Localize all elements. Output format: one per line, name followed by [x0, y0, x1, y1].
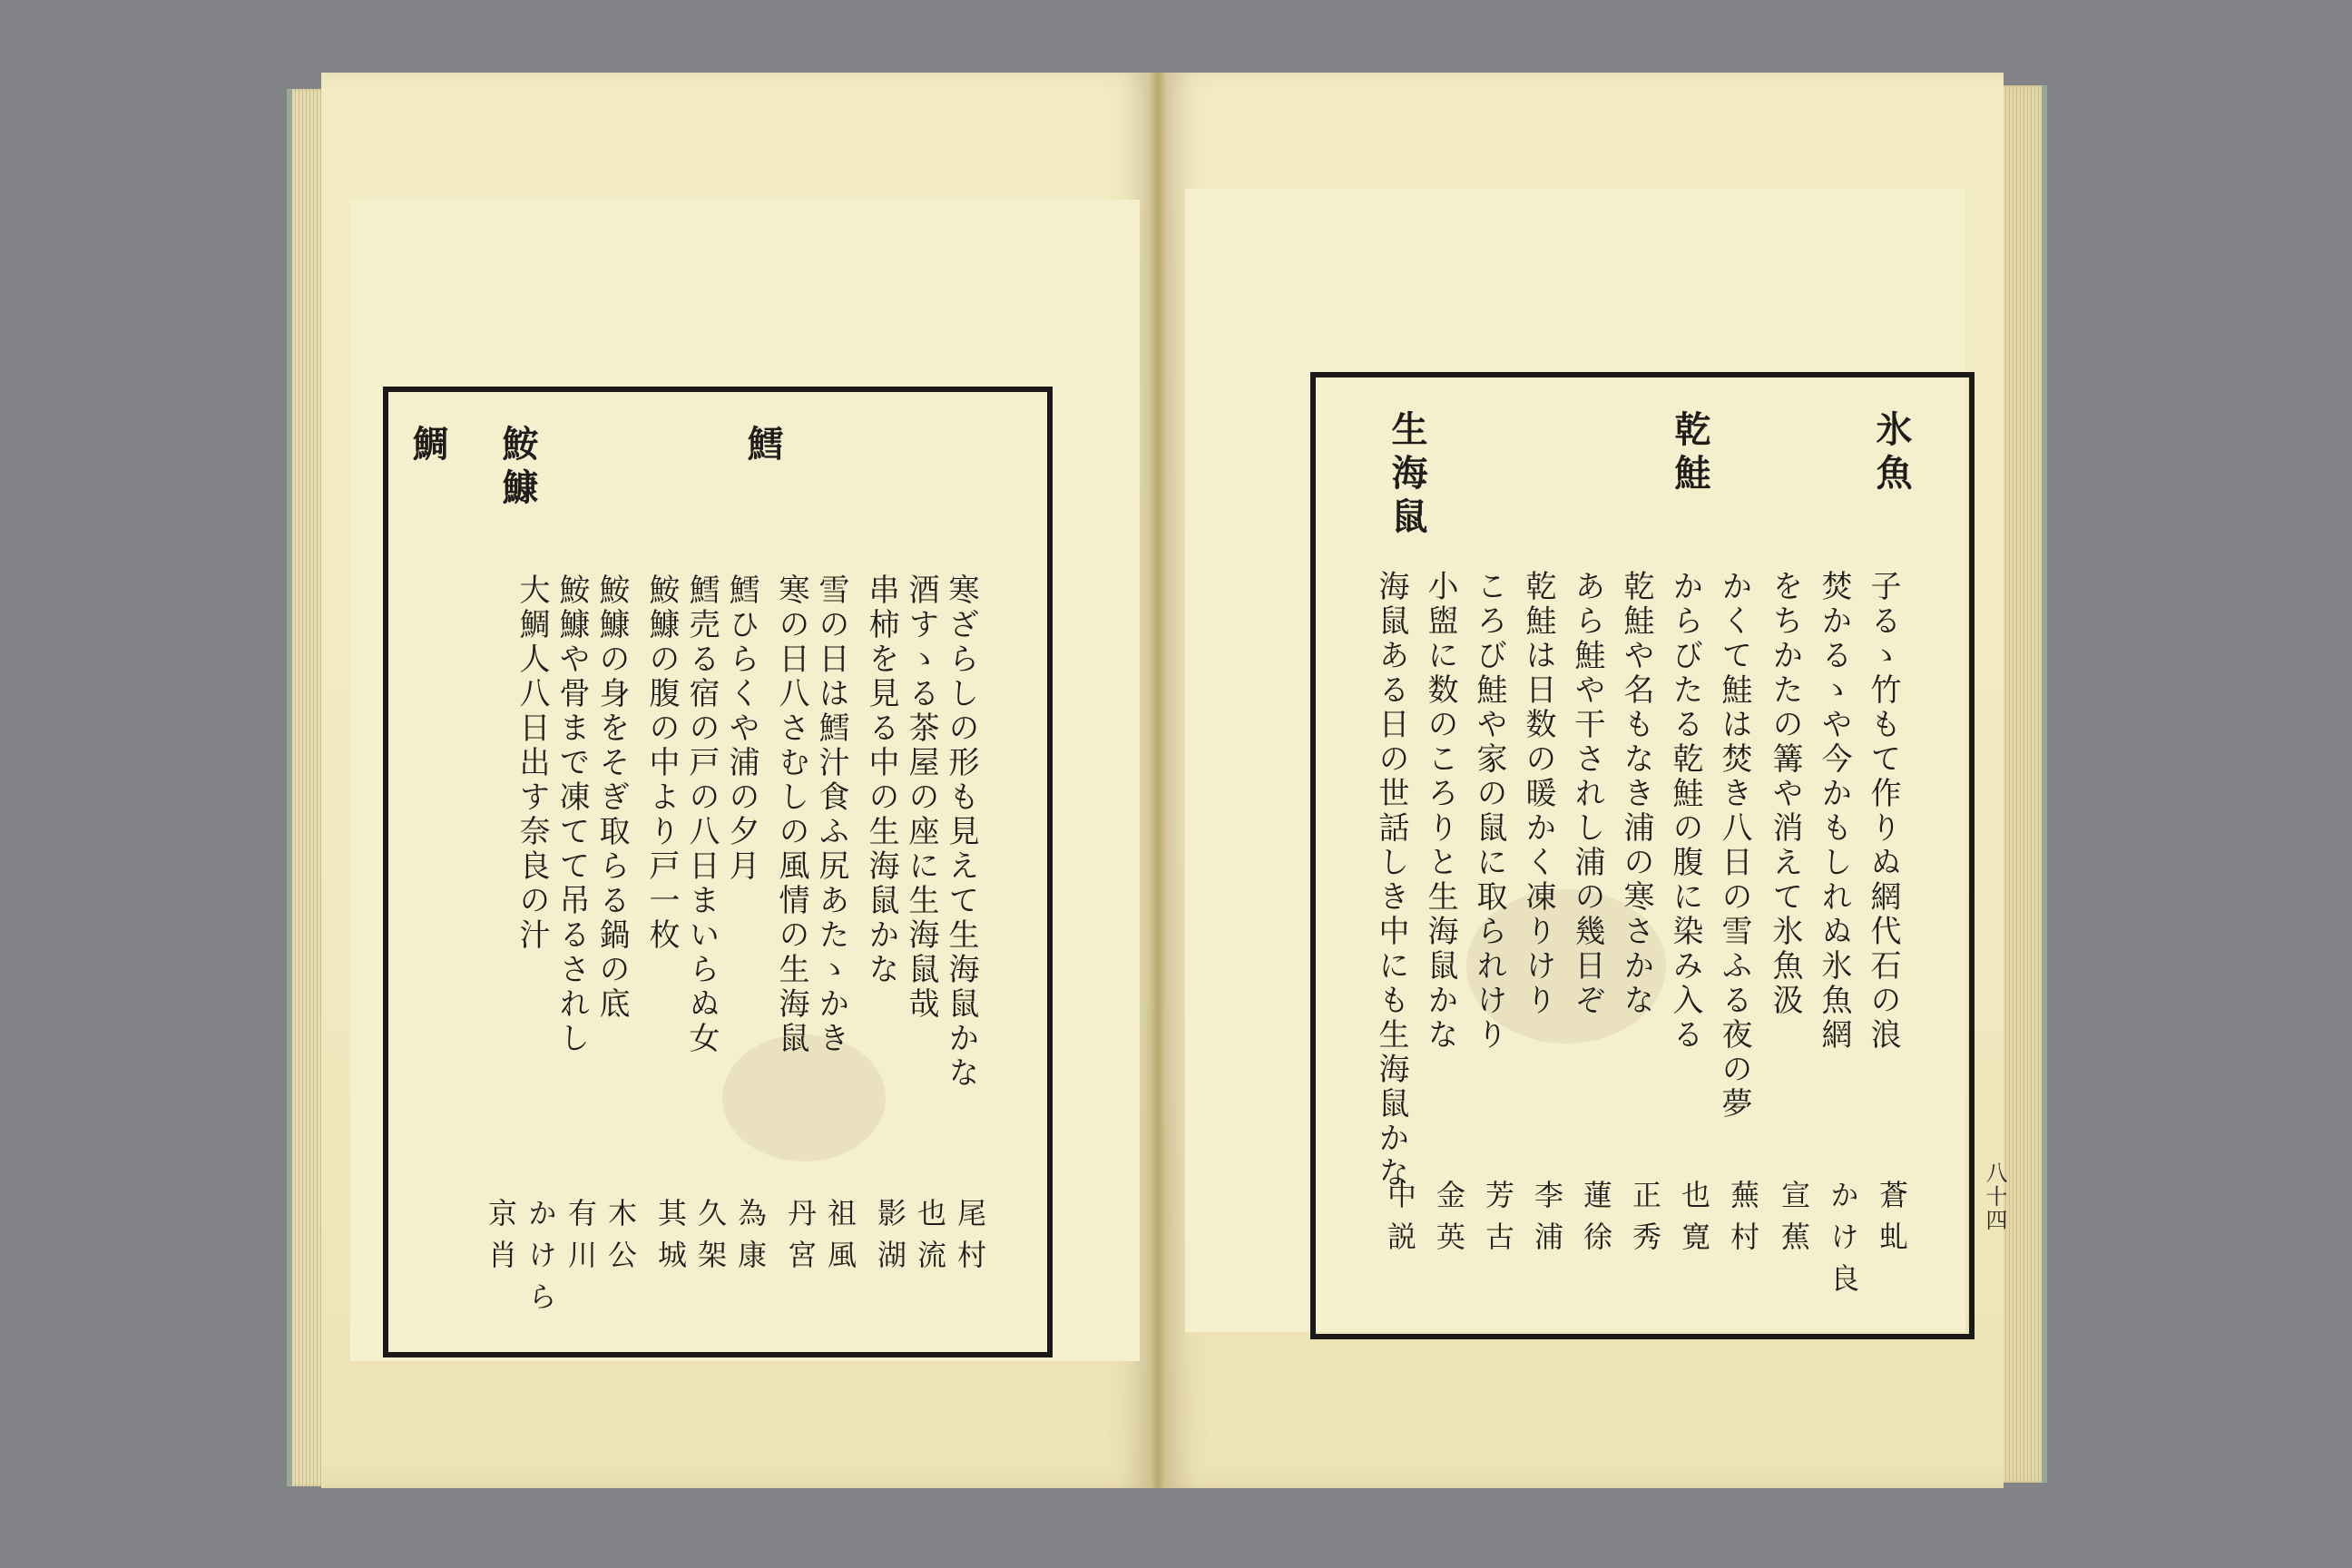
left-author-12: 京肖 — [484, 1198, 518, 1281]
right-poem-9: ころび鮭や家の鼠に取られけり — [1471, 570, 1507, 1053]
right-poem-5: からびたる乾鮭の腹に染み入る — [1667, 570, 1703, 1053]
left-poem-8: 鮟鱇の腹の中より戸一枚 — [643, 573, 680, 953]
right-poem-11: 海鼠ある日の世話しき中にも生海鼠かな — [1373, 570, 1409, 1191]
open-book — [287, 73, 2047, 1506]
right-heading-3: 生海鼠 — [1386, 410, 1428, 541]
left-heading-1: 鱈 — [741, 425, 784, 468]
left-author-7: 久架 — [693, 1198, 728, 1281]
left-author-3: 影湖 — [873, 1198, 907, 1281]
right-heading-1: 氷魚 — [1870, 410, 1913, 497]
left-heading-2: 鮟鱇 — [496, 425, 539, 512]
left-poem-10: 鮟鱇や骨まで凍てて吊るされし — [554, 573, 590, 1056]
left-poem-2: 酒すゝる茶屋の座に生海鼠哉 — [903, 573, 939, 1022]
left-author-8: 其城 — [653, 1198, 688, 1281]
left-author-4: 祖風 — [823, 1198, 858, 1281]
right-poem-10: 小盥に数のころりと生海鼠かな — [1422, 570, 1458, 1053]
right-poem-8: 乾鮭は日数の暖かく凍りけり — [1520, 570, 1556, 1018]
left-poem-7: 鱈売る宿の戸の八日まいらぬ女 — [683, 573, 720, 1056]
right-poem-6: 乾鮭や名もなき浦の寒さかな — [1618, 570, 1654, 1018]
left-author-6: 為康 — [733, 1198, 768, 1281]
left-author-10: 有川 — [564, 1198, 598, 1281]
left-author-5: 丹宮 — [783, 1198, 818, 1281]
left-poem-9: 鮟鱇の身をそぎ取らる鍋の底 — [593, 573, 630, 1022]
page-folio-number: 八十四 — [1982, 1161, 2007, 1232]
right-author-5: 也寛 — [1677, 1180, 1711, 1263]
left-heading-3: 鯛 — [407, 425, 449, 468]
right-author-10: 金英 — [1432, 1180, 1466, 1263]
right-poem-3: をちかたの篝や消えて氷魚汲 — [1767, 570, 1803, 1018]
right-poem-2: 焚かるゝや今かもしれぬ氷魚網 — [1816, 570, 1852, 1053]
right-author-7: 蓮徐 — [1579, 1180, 1613, 1263]
right-author-11: 中説 — [1383, 1180, 1417, 1263]
book-gutter — [1149, 73, 1167, 1488]
right-poem-7: あら鮭や干されし浦の幾日ぞ — [1569, 570, 1605, 1018]
right-author-3: 宣蕉 — [1777, 1180, 1811, 1263]
left-author-1: 尾村 — [953, 1198, 987, 1281]
left-poem-11: 大鯛人八日出す奈良の汁 — [514, 573, 550, 953]
right-heading-2: 乾鮭 — [1669, 410, 1711, 497]
right-page-edges — [1998, 85, 2047, 1483]
left-poem-3: 串柿を見る中の生海鼠かな — [863, 573, 899, 987]
right-author-9: 芳古 — [1481, 1180, 1515, 1263]
left-poem-5: 寒の日八さむしの風情の生海鼠 — [773, 573, 809, 1056]
left-poem-6: 鱈ひらくや浦の夕月 — [723, 573, 760, 884]
right-poem-4: かくて鮭は焚き八日の雪ふる夜の夢 — [1716, 570, 1752, 1122]
left-author-2: 也流 — [913, 1198, 947, 1281]
right-author-4: 蕪村 — [1726, 1180, 1760, 1263]
left-author-9: 木公 — [603, 1198, 638, 1281]
left-poem-4: 雪の日は鱈汁食ふ尻あたゝかき — [813, 573, 849, 1056]
left-poem-1: 寒ざらしの形も見えて生海鼠かな — [943, 573, 979, 1091]
right-author-6: 正秀 — [1628, 1180, 1662, 1263]
right-author-1: 蒼虬 — [1875, 1180, 1909, 1263]
right-author-8: 李浦 — [1530, 1180, 1564, 1263]
left-author-11: かけら — [524, 1198, 558, 1323]
right-poem-1: 子るゝ竹もて作りぬ網代石の浪 — [1865, 570, 1901, 1053]
right-author-2: かけ良 — [1826, 1180, 1860, 1305]
